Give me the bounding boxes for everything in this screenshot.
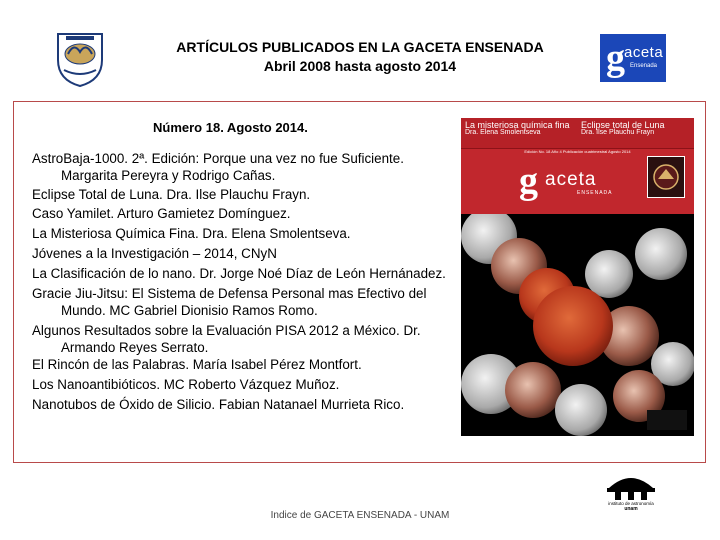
unam-escudo-icon bbox=[54, 30, 106, 88]
cover-logo-text: aceta bbox=[545, 169, 597, 190]
title-line-2: Abril 2008 hasta agosto 2014 bbox=[263, 58, 457, 74]
page-title bbox=[140, 38, 580, 76]
list-item: Eclipse Total de Luna. Dra. Ilse Plauchu Frayn. bbox=[32, 187, 311, 202]
cover-issue-line: Edición No. 18 Año 4 Publicación cuatrimestral Agosto 2014 bbox=[524, 149, 631, 154]
cover-right-headline bbox=[581, 121, 691, 137]
list-item: La Clasificación de lo nano. Dr. Jorge Noé Díaz de León Hernánadez. bbox=[32, 266, 446, 281]
cover-band bbox=[461, 118, 694, 149]
cover-logo-sub: ENSENADA bbox=[577, 190, 613, 196]
list-item: Los Nanoantibióticos. MC Roberto Vázquez Muñoz. bbox=[32, 377, 340, 392]
cover-left-title: La misteriosa química fina bbox=[465, 120, 570, 130]
unam-logo bbox=[54, 30, 106, 88]
list-item: La Misteriosa Química Fina. Dra. Elena Smolentseva. bbox=[32, 226, 351, 241]
cover-right-author: Dra. Ilse Plauchu Frayn bbox=[581, 129, 655, 136]
list-item: Nanotubos de Óxido de Silicio. Fabian Natanael Murrieta Rico. bbox=[32, 397, 405, 412]
list-item: Caso Yamilet. Arturo Gamietez Domínguez. bbox=[32, 206, 291, 221]
gaceta-logo-text: aceta bbox=[624, 44, 664, 61]
list-item: El Rincón de las Palabras. María Isabel Pérez Montfort. bbox=[32, 357, 362, 372]
ia-logo-line2: unam bbox=[624, 506, 638, 510]
title-line-1: ARTÍCULOS PUBLICADOS EN LA GACETA ENSENADA bbox=[176, 39, 544, 55]
lunar-eclipse-sequence-image bbox=[461, 214, 694, 436]
ensenada-emblem-icon bbox=[647, 156, 685, 198]
list-item: Algunos Resultados sobre la Evaluación PISA 2012 a México. Dr. Armando Reyes Serrato. bbox=[32, 323, 421, 355]
magazine-cover bbox=[461, 118, 694, 436]
gaceta-logo-sub: Ensenada bbox=[630, 63, 658, 69]
cover-left-author: Dra. Elena Smolentseva bbox=[465, 129, 541, 136]
issue-title: Número 18. Agosto 2014. bbox=[153, 120, 308, 135]
cover-left-headline bbox=[465, 121, 575, 137]
cover-logo-g: g bbox=[519, 160, 538, 202]
instituto-astronomia-logo bbox=[601, 470, 661, 510]
footer-text: Indice de GACETA ENSENADA - UNAM bbox=[270, 510, 450, 521]
gaceta-logo bbox=[600, 34, 666, 82]
list-item: Jóvenes a la Investigación – 2014, CNyN bbox=[32, 246, 277, 261]
list-item: AstroBaja-1000. 2ª. Edición: Porque una vez no fue Suficiente. Margarita Pereyra y Rodrigo Cañas. bbox=[32, 151, 404, 183]
list-item: Gracie Jiu-Jitsu: El Sistema de Defensa Personal mas Efectivo del Mundo. MC Gabriel Dionisio Ramos Romo. bbox=[32, 286, 427, 318]
cover-right-title: Eclipse total de Luna bbox=[581, 120, 665, 130]
observatory-icon bbox=[601, 470, 661, 510]
gaceta-logo-g: g bbox=[606, 37, 625, 79]
ia-logo-line1: instituto de astronomía bbox=[608, 501, 654, 506]
article-list bbox=[32, 150, 452, 413]
